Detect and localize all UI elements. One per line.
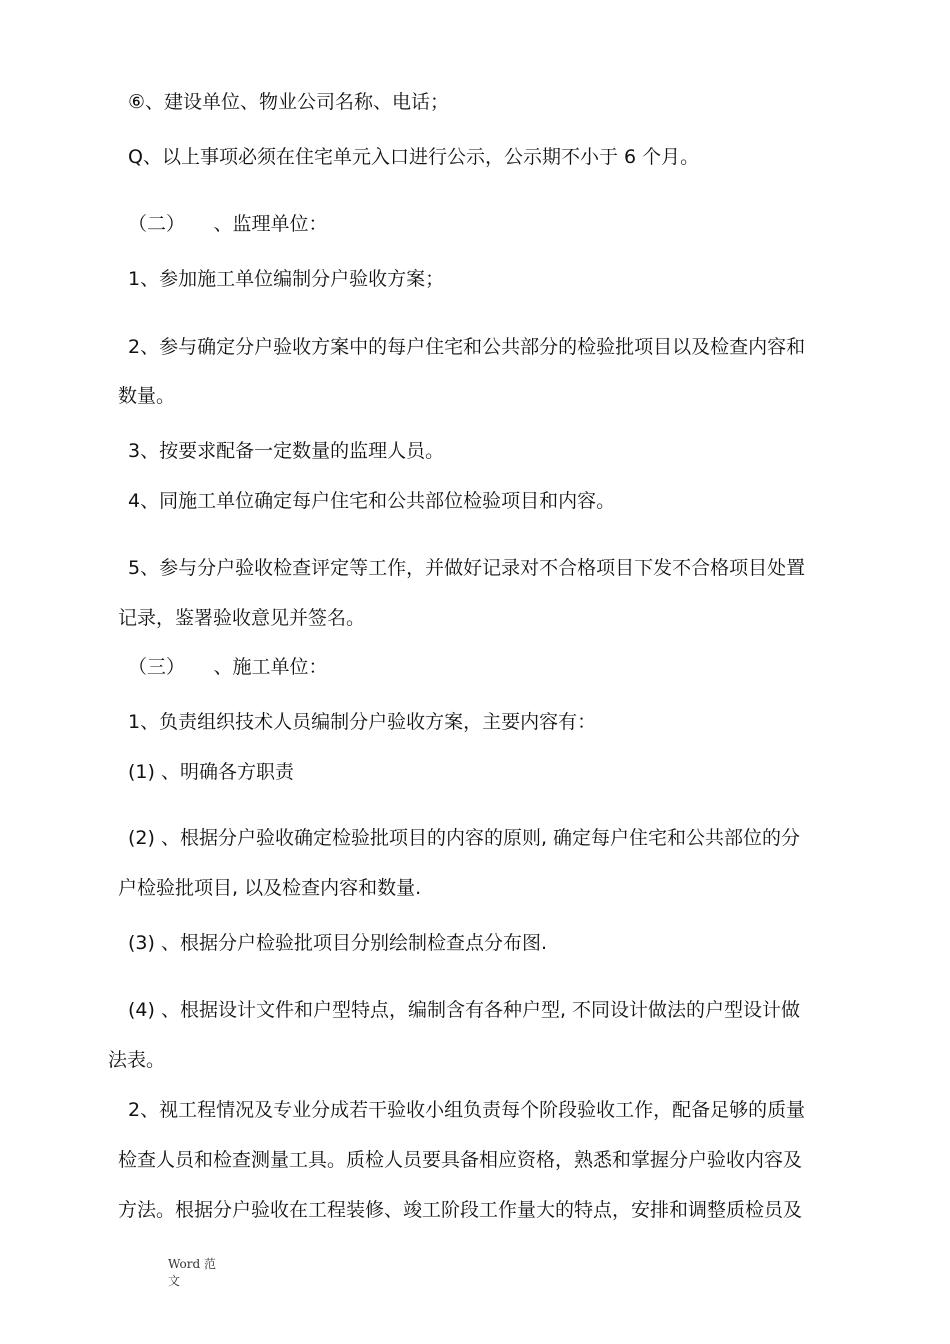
page-footer <box>168 1256 216 1290</box>
text-line: 1、参加施工单位编制分户验收方案； <box>128 268 445 290</box>
text-line: Q、以上事项必须在住宅单元入口进行公示，公示期不小于 6 个月。 <box>128 146 700 168</box>
text-line: 5、参与分户验收检查评定等工作，并做好记录对不合格项目下发不合格项目处置 <box>128 557 806 579</box>
text-line: (1) 、明确各方职责 <box>128 761 294 783</box>
text-line: 检查人员和检查测量工具。质检人员要具备相应资格，熟悉和掌握分户验收内容及 <box>118 1149 803 1171</box>
text-line: 数量。 <box>118 385 176 407</box>
text-line: 3、按要求配备一定数量的监理人员。 <box>128 440 445 462</box>
text-line: (3) 、根据分户检验批项目分别绘制检查点分布图. <box>128 932 547 954</box>
footer-line: 文 <box>168 1274 181 1288</box>
text-line: 2、视工程情况及专业分成若干验收小组负责每个阶段验收工作，配备足够的质量 <box>128 1099 806 1121</box>
text-line: ⑥、建设单位、物业公司名称、电话； <box>128 91 450 113</box>
section-heading: （三） 、施工单位： <box>128 656 328 678</box>
text-line: (4) 、根据设计文件和户型特点，编制含有各种户型, 不同设计做法的户型设计做 <box>128 999 801 1021</box>
text-line: 2、参与确定分户验收方案中的每户住宅和公共部分的检验批项目以及检查内容和 <box>128 336 806 358</box>
text-line: 记录，鉴署验收意见并签名。 <box>118 607 366 629</box>
text-line: 4、同施工单位确定每户住宅和公共部位检验项目和内容。 <box>128 490 616 512</box>
text-line: 法表。 <box>108 1049 166 1071</box>
text-line: 1、负责组织技术人员编制分户验收方案，主要内容有： <box>128 711 597 733</box>
text-line: 方法。根据分户验收在工程装修、竣工阶段工作量大的特点，安排和调整质检员及 <box>118 1199 803 1221</box>
section-heading: （二） 、监理单位： <box>128 213 328 235</box>
text-line: 户检验批项目, 以及检查内容和数量. <box>118 877 422 899</box>
text-line: (2) 、根据分户验收确定检验批项目的内容的原则, 确定每户住宅和公共部位的分 <box>128 827 801 849</box>
footer-line: Word 范 <box>168 1257 216 1271</box>
